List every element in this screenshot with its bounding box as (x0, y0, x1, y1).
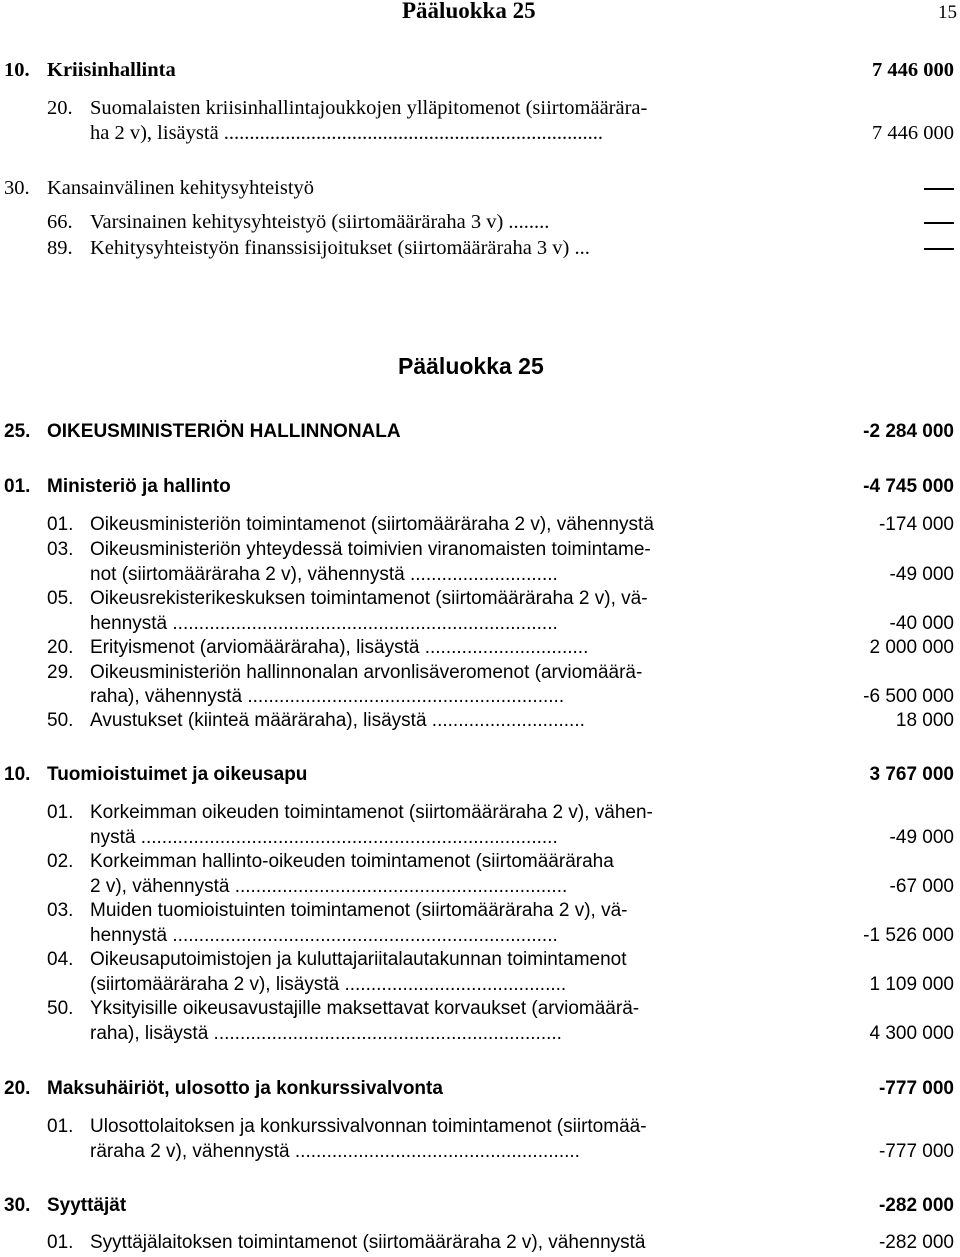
budget-item (0, 850, 960, 874)
item-label: Korkeimman oikeuden toimintamenot (siirtomääräraha 2 v), vähen- (90, 802, 653, 823)
budget-item-continuation (0, 685, 960, 709)
item-amount: 1 109 000 (869, 974, 954, 995)
heading-label: Syyttäjät (47, 1195, 127, 1216)
heading-amount: 7 446 000 (872, 59, 954, 81)
item-amount: -777 000 (878, 1141, 954, 1162)
heading-amount: 3 767 000 (869, 764, 954, 785)
budget-item-continuation (0, 924, 960, 948)
item-amount: -40 000 (889, 613, 954, 634)
heading-kriisinhallinta (0, 58, 960, 82)
budget-item (0, 661, 960, 685)
budget-item (0, 948, 960, 972)
item-number: 03. (47, 539, 74, 560)
budget-item-continuation (0, 1022, 960, 1046)
budget-item (0, 997, 960, 1021)
heading-label: Maksuhäiriöt, ulosotto ja konkurssivalvonta (47, 1078, 443, 1099)
item-amount: -174 000 (878, 514, 954, 535)
budget-item-continuation (0, 826, 960, 850)
budget-item-continuation (0, 1140, 960, 1164)
item-label: Avustukset (kiinteä määräraha), lisäystä ............................. (90, 710, 585, 731)
budget-item (0, 96, 960, 120)
item-label: Oikeusministeriön hallinnonalan arvonlisäveromenot (arviomäärä- (90, 662, 643, 683)
item-amount: 4 300 000 (869, 1023, 954, 1044)
budget-item (0, 236, 960, 260)
item-number: 01. (47, 802, 74, 823)
item-number: 01. (47, 514, 74, 535)
page-number: 15 (938, 2, 957, 23)
item-amount: 2 000 000 (869, 637, 954, 658)
heading-tuomioistuimet (0, 763, 960, 787)
item-number: 05. (47, 588, 74, 609)
heading-maksuhairiot (0, 1077, 960, 1101)
budget-item (0, 587, 960, 611)
budget-item (0, 801, 960, 825)
item-label: Kehitysyhteistyön finanssisijoitukset (siirtomääräraha 3 v) ... (90, 237, 590, 259)
budget-item (0, 1231, 960, 1255)
item-number: 10. (4, 764, 31, 785)
item-label: räraha 2 v), vähennystä ...................................................... (90, 1141, 580, 1162)
heading-amount: -4 745 000 (863, 476, 954, 497)
item-number: 66. (47, 211, 73, 233)
item-amount: 18 000 (895, 710, 954, 731)
item-number: 89. (47, 237, 73, 259)
budget-item (0, 709, 960, 733)
item-label: Oikeusaputoimistojen ja kuluttajariitalautakunnan toimintamenot (90, 949, 627, 970)
item-label: nystä ............................................................................... (90, 827, 558, 848)
item-number: 01. (47, 1116, 74, 1137)
item-label: ha 2 v), lisäystä .......................................................................... (90, 122, 604, 144)
heading-amount: -777 000 (878, 1078, 954, 1099)
item-number: 30. (4, 177, 30, 199)
heading-kehitysyhteistyo (0, 176, 960, 200)
item-amount: -282 000 (878, 1232, 954, 1253)
item-label: Syyttäjälaitoksen toimintamenot (siirtomääräraha 2 v), vähennystä (90, 1232, 646, 1253)
item-number: 50. (47, 998, 74, 1019)
budget-item-continuation (0, 973, 960, 997)
item-label: (siirtomääräraha 2 v), lisäystä .......................................... (90, 974, 567, 995)
budget-item-continuation (0, 875, 960, 899)
budget-item (0, 636, 960, 660)
item-label: Oikeusministeriön yhteydessä toimivien viranomaisten toimintame- (90, 539, 651, 560)
item-number: 04. (47, 949, 74, 970)
dash-amount (924, 248, 954, 250)
item-amount: -49 000 (889, 827, 954, 848)
item-label: Oikeusrekisterikeskuksen toimintamenot (siirtomääräraha 2 v), vä- (90, 588, 648, 609)
item-number: 25. (4, 421, 31, 442)
item-amount: -1 526 000 (863, 925, 954, 946)
heading-label: Kansainvälinen kehitysyhteistyö (47, 177, 315, 199)
item-number: 01. (47, 1232, 74, 1253)
item-label: Suomalaisten kriisinhallintajoukkojen ylläpitomenot (siirtomäärära- (90, 97, 648, 119)
running-header-title: Pääluokka 25 (402, 0, 536, 23)
item-label: Muiden tuomioistuinten toimintamenot (siirtomääräraha 2 v), vä- (90, 900, 628, 921)
item-label: raha), lisäystä .................................................................. (90, 1023, 562, 1044)
page-header (0, 0, 960, 30)
item-amount: -67 000 (889, 876, 954, 897)
item-label: Yksityisille oikeusavustajille maksettavat korvaukset (arviomäärä- (90, 998, 640, 1019)
item-label: Korkeimman hallinto-oikeuden toimintamenot (siirtomääräraha (90, 851, 614, 872)
heading-ministerio (0, 475, 960, 499)
dash-amount (924, 222, 954, 224)
budget-item (0, 210, 960, 234)
item-number: 10. (4, 59, 30, 81)
item-number: 20. (47, 637, 74, 658)
item-label: hennystä ......................................................................... (90, 613, 558, 634)
dash-amount (924, 188, 954, 190)
item-label: Oikeusministeriön toimintamenot (siirtomääräraha 2 v), vähennystä (90, 514, 654, 535)
heading-label: OIKEUSMINISTERIÖN HALLINNONALA (47, 421, 401, 442)
budget-item (0, 538, 960, 562)
item-amount: -49 000 (889, 564, 954, 585)
heading-label: Ministeriö ja hallinto (47, 476, 231, 497)
heading-label: Kriisinhallinta (47, 59, 176, 81)
item-number: 01. (4, 476, 31, 497)
budget-item-continuation (0, 121, 960, 145)
item-label: 2 v), vähennystä ............................................................... (90, 876, 568, 897)
item-number: 30. (4, 1195, 31, 1216)
item-number: 20. (4, 1078, 31, 1099)
item-amount: 7 446 000 (872, 122, 954, 144)
item-amount: -6 500 000 (863, 686, 954, 707)
item-label: Varsinainen kehitysyhteistyö (siirtomääräraha 3 v) ........ (90, 211, 550, 233)
item-label: not (siirtomääräraha 2 v), vähennystä ............................ (90, 564, 558, 585)
item-number: 50. (47, 710, 74, 731)
item-number: 20. (47, 97, 73, 119)
heading-syyttajat (0, 1194, 960, 1218)
item-number: 29. (47, 662, 74, 683)
item-number: 03. (47, 900, 74, 921)
budget-item (0, 899, 960, 923)
heading-amount: -282 000 (878, 1195, 954, 1216)
item-label: Ulosottolaitoksen ja konkurssivalvonnan toimintamenot (siirtomää- (90, 1116, 647, 1137)
heading-oikeusministerio (0, 420, 960, 444)
budget-item-continuation (0, 612, 960, 636)
budget-item (0, 1115, 960, 1139)
heading-amount: -2 284 000 (863, 421, 954, 442)
heading-label: Tuomioistuimet ja oikeusapu (47, 764, 308, 785)
item-number: 02. (47, 851, 74, 872)
section-title: Pääluokka 25 (398, 353, 544, 379)
item-label: hennystä ......................................................................... (90, 925, 558, 946)
item-label: Erityismenot (arviomääräraha), lisäystä ............................... (90, 637, 589, 658)
budget-item-continuation (0, 563, 960, 587)
budget-item (0, 513, 960, 537)
item-label: raha), vähennystä ............................................................ (90, 686, 565, 707)
